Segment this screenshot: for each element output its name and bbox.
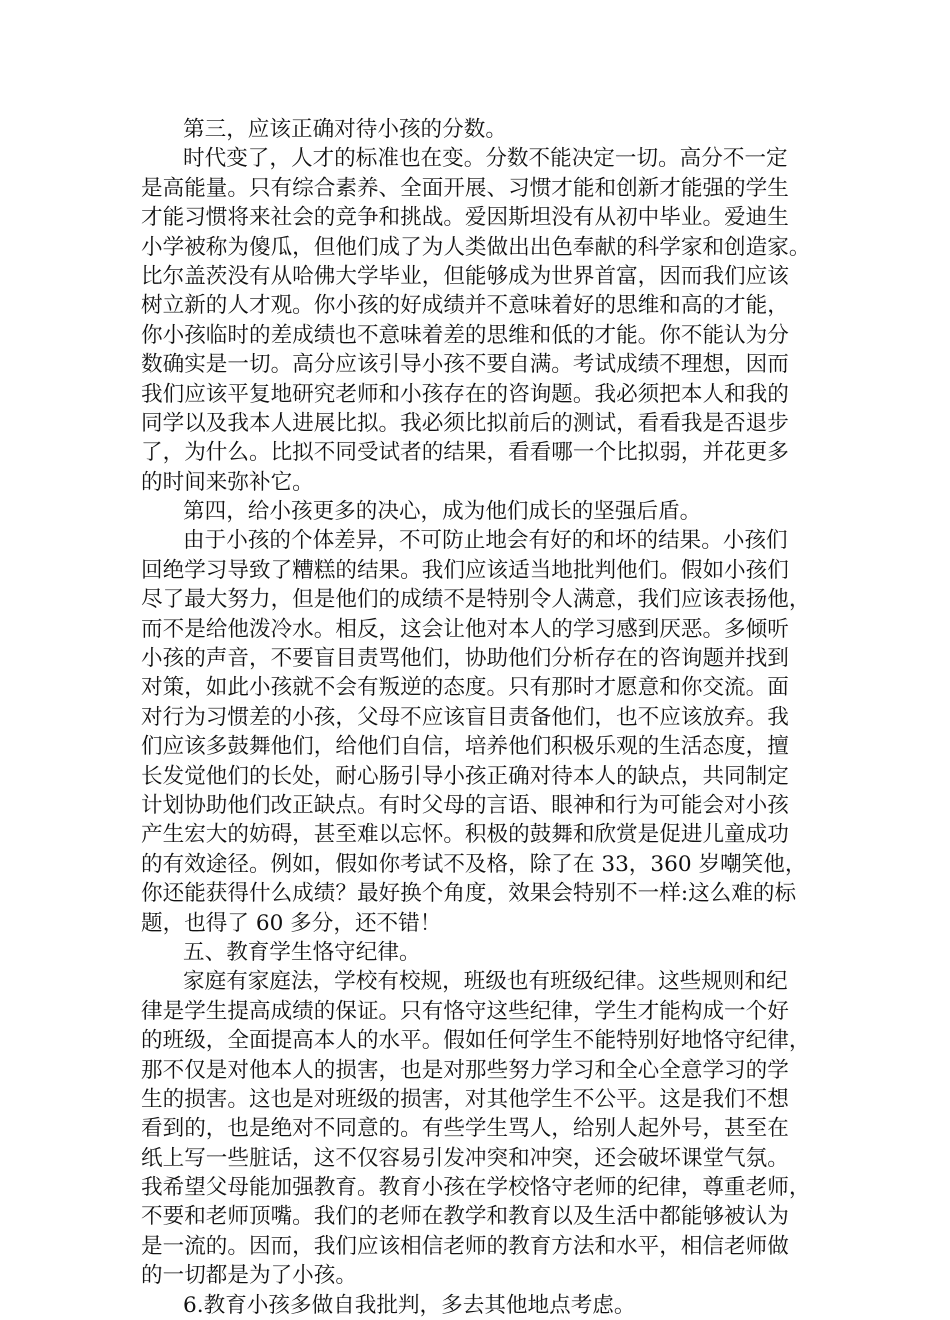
text-line: 家庭有家庭法，学校有校规，班级也有班级纪律。这些规则和纪: [183, 969, 788, 995]
document-body: [141, 115, 821, 1320]
text-line: 同学以及我本人进展比拟。我必须比拟前后的测试，看看我是否退步: [141, 410, 789, 436]
text-line: 小孩的声音，不要盲目责骂他们，协助他们分析存在的咨询题并找到: [141, 646, 789, 672]
text-line: 时代变了，人才的标准也在变。分数不能决定一切。高分不一定: [183, 146, 788, 172]
text-line: 我们应该平复地研究老师和小孩存在的咨询题。我必须把本人和我的: [141, 381, 789, 407]
text-line: 不要和老师顶嘴。我们的老师在教学和教育以及生活中都能够被认为: [141, 1204, 789, 1230]
text-line: 6.教育小孩多做自我批判，多去其他地点考虑。: [183, 1292, 636, 1318]
text-line: 律是学生提高成绩的保证。只有恪守这些纪律，学生才能构成一个好: [141, 998, 789, 1024]
text-line: 数确实是一切。高分应该引导小孩不要自满。考试成绩不理想，因而: [141, 352, 789, 378]
text-line: 纸上写一些脏话，这不仅容易引发冲突和冲突，还会破坏课堂气氛。: [141, 1145, 789, 1171]
text-line: 生的损害。这也是对班级的损害，对其他学生不公平。这是我们不想: [141, 1086, 789, 1112]
text-line: 的有效途径。例如，假如你考试不及格，除了在 33，360 岁嘲笑他，: [141, 851, 807, 877]
text-line: 你小孩临时的差成绩也不意味着差的思维和低的才能。你不能认为分: [141, 322, 789, 348]
text-line: 看到的，也是绝对不同意的。有些学生骂人，给别人起外号，甚至在: [141, 1116, 789, 1142]
text-line: 是高能量。只有综合素养、全面开展、习惯才能和创新才能强的学生: [141, 175, 789, 201]
text-line: 第三，应该正确对待小孩的分数。: [183, 117, 507, 142]
text-line: 计划协助他们改正缺点。有时父母的言语、眼神和行为可能会对小孩: [141, 792, 789, 818]
text-line: 是一流的。因而，我们应该相信老师的教育方法和水平，相信老师做: [141, 1233, 789, 1259]
text-line: 你还能获得什么成绩？最好换个角度，效果会特别不一样:这么难的标: [141, 881, 797, 907]
text-line: 的时间来弥补它。: [141, 469, 314, 495]
text-line: 了，为什么。比拟不同受试者的结果，看看哪一个比拟弱，并花更多: [141, 440, 789, 466]
text-line: 的班级，全面提高本人的水平。假如任何学生不能特别好地恪守纪律，: [141, 1028, 811, 1054]
text-line: 第四，给小孩更多的决心，成为他们成长的坚强后盾。: [183, 499, 702, 525]
text-line: 尽了最大努力，但是他们的成绩不是特别令人满意，我们应该表扬他，: [141, 587, 811, 613]
text-line: 树立新的人才观。你小孩的好成绩并不意味着好的思维和高的才能，: [141, 293, 789, 319]
text-line: 产生宏大的妨碍，甚至难以忘怀。积极的鼓舞和欣赏是促进儿童成功: [141, 822, 789, 848]
text-line: 对行为习惯差的小孩，父母不应该盲目责备他们，也不应该放弃。我: [141, 704, 789, 730]
text-line: 比尔盖茨没有从哈佛大学毕业，但能够成为世界首富，因而我们应该: [141, 263, 789, 289]
text-line: 我希望父母能加强教育。教育小孩在学校恪守老师的纪律，尊重老师，: [141, 1175, 811, 1201]
text-line: 五、教育学生恪守纪律。: [183, 939, 421, 965]
text-line: 回绝学习导致了糟糕的结果。我们应该适当地批判他们。假如小孩们: [141, 557, 789, 583]
text-line: 长发觉他们的长处，耐心肠引导小孩正确对待本人的缺点，共同制定: [141, 763, 789, 789]
text-line: 题，也得了 60 多分，还不错！: [141, 910, 442, 936]
text-line: 而不是给他泼冷水。相反，这会让他对本人的学习感到厌恶。多倾听: [141, 616, 789, 642]
text-line: 的一切都是为了小孩。: [141, 1263, 357, 1289]
text-line: 由于小孩的个体差异，不可防止地会有好的和坏的结果。小孩们: [183, 528, 788, 554]
text-line: 们应该多鼓舞他们，给他们自信，培养他们积极乐观的生活态度，擅: [141, 734, 789, 760]
text-line: 才能习惯将来社会的竞争和挑战。爱因斯坦没有从初中毕业。爱迪生: [141, 205, 789, 231]
text-line: 那不仅是对他本人的损害，也是对那些努力学习和全心全意学习的学: [141, 1057, 789, 1083]
text-line: 小学被称为傻瓜，但他们成了为人类做出出色奉献的科学家和创造家。: [141, 234, 811, 260]
text-line: 对策，如此小孩就不会有叛逆的态度。只有那时才愿意和你交流。面: [141, 675, 789, 701]
